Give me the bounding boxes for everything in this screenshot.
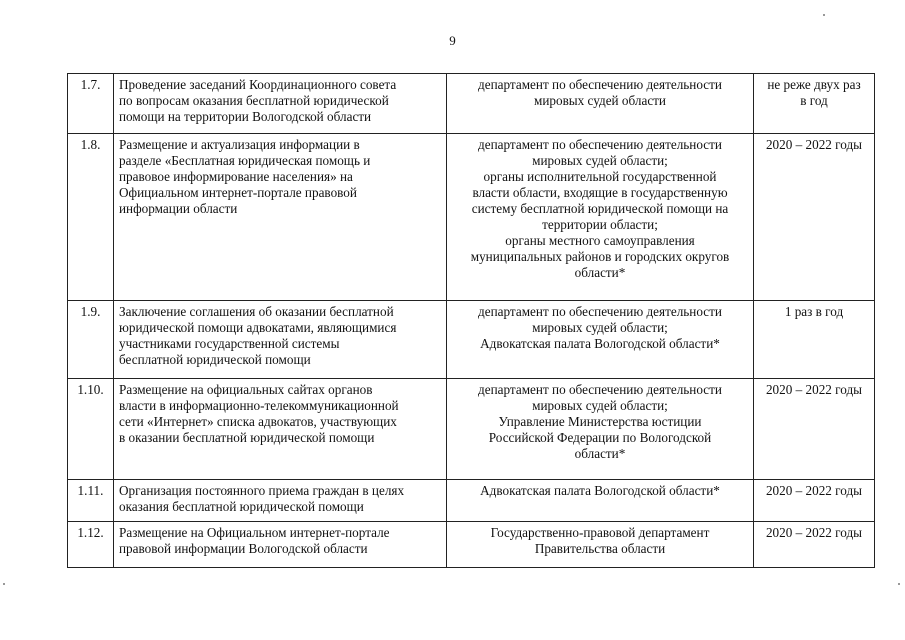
executor-line: мировых судей области;: [532, 320, 668, 335]
executor-line: органы исполнительной государственной: [483, 169, 717, 184]
term-line: 2020 – 2022 годы: [765, 137, 863, 152]
activities-table: [67, 73, 875, 568]
scan-speck: [898, 583, 900, 585]
page-number: 9: [449, 33, 456, 48]
scan-speck: [3, 583, 5, 585]
table-row: [68, 522, 875, 568]
event-line: правовой информации Вологодской области: [119, 541, 368, 556]
executor-line: департамент по обеспечению деятельности: [478, 77, 722, 92]
row-number: 1.9.: [68, 301, 114, 379]
term-line: 2020 – 2022 годы: [765, 382, 863, 397]
executor-line: мировых судей области;: [532, 153, 668, 168]
executor-line: области*: [574, 265, 626, 280]
event-cell: [114, 379, 447, 480]
event-line: Размещение на Официальном интернет-портале: [119, 525, 390, 540]
row-number: 1.10.: [68, 379, 114, 480]
term-cell: [754, 522, 875, 568]
event-line: Размещение и актуализация информации в: [119, 137, 360, 152]
event-line: в оказании бесплатной юридической помощи: [119, 430, 375, 445]
event-line: разделе «Бесплатная юридическая помощь и: [119, 153, 371, 168]
term-line: в год: [800, 93, 828, 108]
term-line: 2020 – 2022 годы: [765, 483, 863, 498]
term-line: 1 раз в год: [784, 304, 844, 319]
row-number: 1.12.: [68, 522, 114, 568]
table-row: [68, 74, 875, 134]
executor-line: муниципальных районов и городских округов: [470, 249, 730, 264]
executor-line: департамент по обеспечению деятельности: [478, 137, 722, 152]
executor-line: департамент по обеспечению деятельности: [478, 304, 722, 319]
table-row: [68, 134, 875, 301]
event-line: Заключение соглашения об оказании бесплатной: [119, 304, 394, 319]
executor-line: систему бесплатной юридической помощи на: [471, 201, 729, 216]
event-line: по вопросам оказания бесплатной юридической: [119, 93, 389, 108]
row-number: 1.11.: [68, 480, 114, 522]
executor-line: власти области, входящие в государственную: [472, 185, 728, 200]
event-cell: [114, 74, 447, 134]
event-cell: [114, 522, 447, 568]
executor-line: территории области;: [542, 217, 658, 232]
term-cell: [754, 480, 875, 522]
executor-line: Российской Федерации по Вологодской: [488, 430, 712, 445]
event-cell: [114, 480, 447, 522]
executor-line: мировых судей области: [533, 93, 666, 108]
executor-cell: [447, 301, 754, 379]
executor-line: мировых судей области;: [532, 398, 668, 413]
event-line: бесплатной юридической помощи: [119, 352, 311, 367]
executor-cell: [447, 522, 754, 568]
event-cell: [114, 134, 447, 301]
event-line: информации области: [119, 201, 238, 216]
executor-line: Адвокатская палата Вологодской области*: [480, 483, 720, 498]
event-line: оказания бесплатной юридической помощи: [119, 499, 364, 514]
executor-line: Адвокатская палата Вологодской области*: [480, 336, 720, 351]
event-line: помощи на территории Вологодской области: [119, 109, 372, 124]
term-cell: [754, 379, 875, 480]
executor-cell: [447, 379, 754, 480]
event-line: Проведение заседаний Координационного совета: [119, 77, 397, 92]
event-line: Организация постоянного приема граждан в целях: [119, 483, 405, 498]
executor-cell: [447, 74, 754, 134]
event-line: власти в информационно-телекоммуникационной: [119, 398, 399, 413]
executor-line: области*: [574, 446, 626, 461]
row-number: 1.8.: [68, 134, 114, 301]
row-number: 1.7.: [68, 74, 114, 134]
table-row: [68, 480, 875, 522]
term-cell: [754, 301, 875, 379]
table-row: [68, 379, 875, 480]
scan-speck: [823, 14, 825, 16]
executor-cell: [447, 134, 754, 301]
term-cell: [754, 134, 875, 301]
event-cell: [114, 301, 447, 379]
event-line: Официальном интернет-портале правовой: [119, 185, 357, 200]
event-line: участниками государственной системы: [119, 336, 340, 351]
executor-line: Правительства области: [534, 541, 666, 556]
term-line: 2020 – 2022 годы: [765, 525, 863, 540]
term-cell: [754, 74, 875, 134]
event-line: Размещение на официальных сайтах органов: [119, 382, 373, 397]
executor-line: Государственно-правовой департамент: [490, 525, 710, 540]
table-row: [68, 301, 875, 379]
event-line: правовое информирование населения» на: [119, 169, 353, 184]
term-line: не реже двух раз: [767, 77, 861, 92]
executor-line: Управление Министерства юстиции: [498, 414, 702, 429]
executor-line: департамент по обеспечению деятельности: [478, 382, 722, 397]
executor-line: органы местного самоуправления: [505, 233, 695, 248]
activities-table-body: [68, 74, 875, 568]
event-line: сети «Интернет» списка адвокатов, участвующих: [119, 414, 397, 429]
executor-cell: [447, 480, 754, 522]
event-line: юридической помощи адвокатами, являющимися: [119, 320, 397, 335]
